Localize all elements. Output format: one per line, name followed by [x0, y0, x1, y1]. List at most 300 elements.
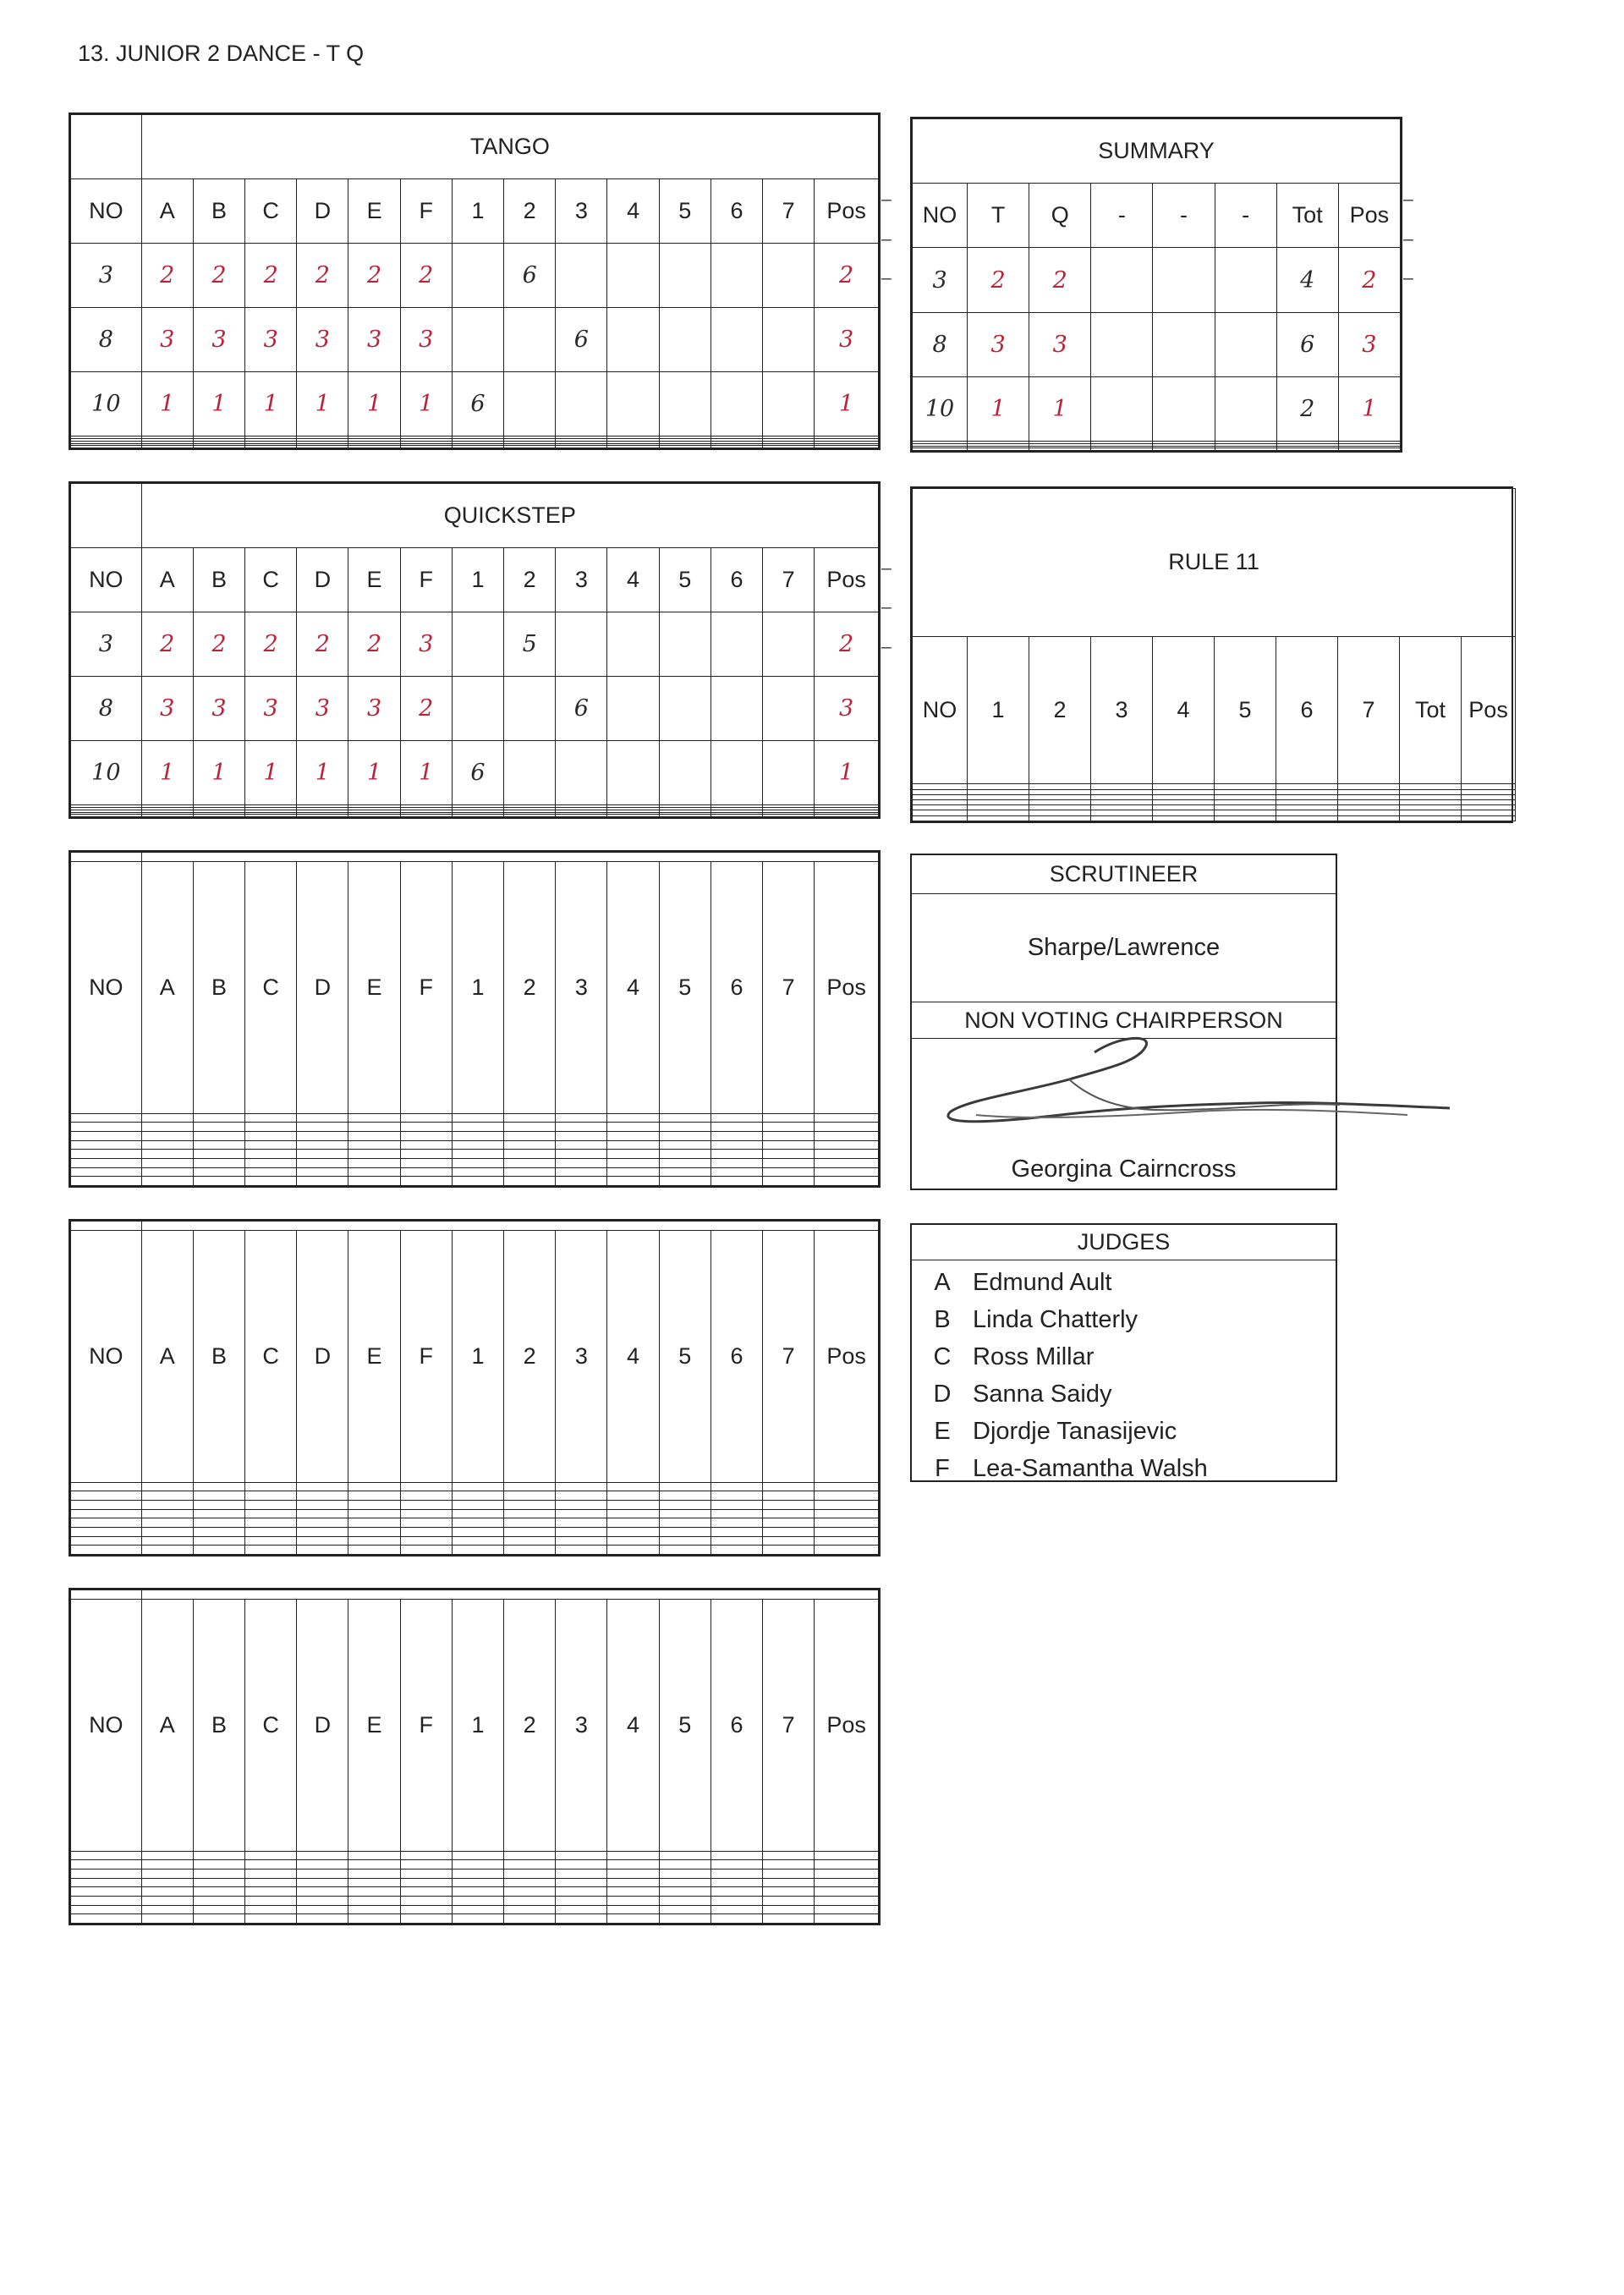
column-header: -: [1091, 184, 1153, 248]
blank-sheet-2: [69, 1219, 881, 1557]
judge-name: Djordje Tanasijevic: [973, 1417, 1177, 1445]
blank2-table: [70, 1221, 879, 1555]
table-cell: 2: [297, 612, 348, 677]
table-cell: [71, 1536, 142, 1546]
table-row: [71, 1159, 879, 1168]
column-header: 6: [710, 548, 762, 612]
table-cell: [607, 1140, 659, 1150]
table-cell: [348, 1536, 400, 1546]
table-cell: [504, 1167, 556, 1177]
table-cell: [659, 1528, 710, 1537]
column-header: A: [141, 861, 193, 1113]
table-cell: [710, 446, 762, 448]
table-row: [71, 1869, 879, 1879]
tick-mark: ⁻: [880, 638, 893, 667]
table-cell: [193, 1878, 244, 1887]
table-cell: [71, 446, 142, 448]
table-cell: 3: [245, 677, 297, 741]
table-cell: [348, 1914, 400, 1924]
judge-letter: E: [934, 1417, 951, 1445]
table-cell: [452, 1518, 503, 1528]
table-cell: [556, 1878, 607, 1887]
table-cell: [71, 1123, 142, 1132]
table-cell: [71, 1914, 142, 1924]
table-cell: [607, 372, 659, 436]
table-cell: [245, 815, 297, 817]
column-header: 7: [763, 1599, 815, 1851]
column-header: Pos: [1338, 184, 1400, 248]
table-cell: [659, 815, 710, 817]
column-header: D: [297, 179, 348, 244]
table-cell: [400, 1536, 452, 1546]
table-cell: [400, 815, 452, 817]
table-cell: [400, 1528, 452, 1537]
column-header: Q: [1029, 184, 1091, 248]
table-cell: [348, 1509, 400, 1518]
table-cell: [452, 1536, 503, 1546]
table-cell: [1091, 312, 1153, 376]
table-cell: [504, 1509, 556, 1518]
table-cell: [710, 1509, 762, 1518]
table-row: [71, 612, 879, 677]
table-cell: [504, 1113, 556, 1123]
table-cell: [659, 1887, 710, 1897]
table-cell: [968, 815, 1029, 821]
table-cell: [556, 1123, 607, 1132]
column-header: Pos: [1462, 636, 1516, 784]
table-cell: [504, 1491, 556, 1501]
table-cell: [348, 1528, 400, 1537]
column-header: Pos: [815, 1599, 879, 1851]
signature-area: [912, 1039, 1336, 1145]
table-cell: 3: [968, 312, 1029, 376]
judge-name: Linda Chatterly: [973, 1305, 1138, 1333]
table-cell: 3: [245, 308, 297, 372]
table-cell: [815, 1851, 879, 1860]
table-row: [71, 1482, 879, 1491]
table-cell: [452, 1897, 503, 1906]
table-cell: [400, 1167, 452, 1177]
table-cell: [245, 1878, 297, 1887]
table-cell: [245, 1177, 297, 1186]
table-cell: [297, 1491, 348, 1501]
table-cell: [763, 308, 815, 372]
table-cell: [452, 677, 503, 741]
table-cell: [400, 1905, 452, 1914]
table-cell: [913, 448, 968, 451]
table-cell: [607, 741, 659, 805]
table-cell: [1091, 248, 1153, 312]
table-cell: 2: [1029, 248, 1091, 312]
table-cell: 2: [968, 248, 1029, 312]
column-header: NO: [71, 1599, 142, 1851]
table-cell: 1: [815, 372, 879, 436]
table-row: [71, 1113, 879, 1123]
table-cell: 3: [297, 677, 348, 741]
table-cell: 6: [1276, 312, 1338, 376]
table-cell: [141, 1851, 193, 1860]
column-header: Pos: [815, 179, 879, 244]
judge-row: [912, 1450, 1336, 1487]
column-header: C: [245, 548, 297, 612]
tango-sheet: [69, 113, 881, 450]
title-spacer: [71, 1590, 142, 1600]
table-cell: [556, 1887, 607, 1897]
table-cell: 2: [193, 244, 244, 308]
tick-mark: ⁻: [1402, 269, 1415, 299]
column-header: F: [400, 861, 452, 1113]
table-cell: 2: [400, 677, 452, 741]
table-cell: [659, 244, 710, 308]
table-cell: [659, 446, 710, 448]
table-cell: [141, 815, 193, 817]
table-cell: [815, 1528, 879, 1537]
table-cell: [141, 446, 193, 448]
table-cell: 1: [1338, 376, 1400, 441]
column-header: NO: [913, 636, 968, 784]
table-cell: [659, 1150, 710, 1159]
column-header: Pos: [815, 548, 879, 612]
table-cell: [193, 1501, 244, 1510]
column-header: 7: [763, 861, 815, 1113]
table-cell: 1: [400, 741, 452, 805]
title-spacer: [71, 115, 142, 179]
table-cell: 1: [193, 741, 244, 805]
judge-row: [912, 1264, 1336, 1301]
tick-mark: ⁻: [880, 190, 893, 220]
table-cell: [815, 1167, 879, 1177]
blank-sheet-1: [69, 850, 881, 1188]
table-cell: [348, 1113, 400, 1123]
table-cell: [348, 1851, 400, 1860]
table-cell: [710, 1878, 762, 1887]
table-cell: [504, 1897, 556, 1906]
table-row: [913, 312, 1401, 376]
table-row: [71, 1132, 879, 1141]
table-cell: [141, 1536, 193, 1546]
column-header: F: [400, 548, 452, 612]
table-cell: 2: [141, 244, 193, 308]
table-cell: 1: [297, 741, 348, 805]
table-cell: [400, 1501, 452, 1510]
scrutineer-name: Sharpe/Lawrence: [912, 894, 1336, 1002]
rule11-title: RULE 11: [913, 489, 1516, 637]
table-cell: [504, 677, 556, 741]
table-cell: [556, 1491, 607, 1501]
table-cell: [400, 1509, 452, 1518]
table-row: [71, 741, 879, 805]
table-cell: [710, 1897, 762, 1906]
table-cell: [763, 1509, 815, 1518]
judge-letter: C: [933, 1342, 952, 1370]
column-header: 5: [1215, 636, 1276, 784]
table-cell: [659, 1869, 710, 1879]
table-cell: [297, 1528, 348, 1537]
judge-letter: A: [934, 1268, 951, 1296]
table-cell: [556, 1905, 607, 1914]
table-cell: [556, 1509, 607, 1518]
rule11-sheet: [910, 486, 1513, 823]
table-cell: [141, 1878, 193, 1887]
table-cell: [607, 244, 659, 308]
page-title: 13. JUNIOR 2 DANCE - T Q: [78, 41, 365, 66]
table-cell: 2: [348, 244, 400, 308]
table-cell: [659, 1501, 710, 1510]
tick-mark: ⁻: [1402, 230, 1415, 260]
table-row: [71, 1878, 879, 1887]
table-row: [71, 1528, 879, 1537]
table-cell: [504, 1528, 556, 1537]
table-cell: [556, 1140, 607, 1150]
column-header: 1: [452, 861, 503, 1113]
table-cell: [245, 1887, 297, 1897]
column-header: E: [348, 1599, 400, 1851]
column-header: B: [193, 1230, 244, 1482]
table-cell: [297, 1851, 348, 1860]
table-cell: [504, 1123, 556, 1132]
table-cell: [763, 1113, 815, 1123]
table-cell: [245, 1851, 297, 1860]
table-cell: [71, 1501, 142, 1510]
table-cell: 1: [348, 741, 400, 805]
column-header: NO: [71, 548, 142, 612]
table-cell: [710, 1887, 762, 1897]
table-cell: [400, 1132, 452, 1141]
table-cell: [710, 1905, 762, 1914]
column-header: 5: [659, 861, 710, 1113]
judge-row: [912, 1338, 1336, 1375]
table-cell: [659, 1546, 710, 1555]
table-cell: [710, 1150, 762, 1159]
table-cell: [193, 1887, 244, 1897]
judges-label: JUDGES: [912, 1225, 1336, 1260]
table-cell: [400, 1878, 452, 1887]
table-row: [71, 1860, 879, 1869]
table-cell: [71, 1878, 142, 1887]
table-cell: 1: [141, 372, 193, 436]
table-cell: [297, 1123, 348, 1132]
table-cell: [71, 1860, 142, 1869]
table-cell: [1091, 815, 1153, 821]
table-cell: [763, 612, 815, 677]
table-cell: [297, 1113, 348, 1123]
table-cell: [607, 1869, 659, 1879]
table-cell: [245, 1123, 297, 1132]
table-cell: [1153, 448, 1215, 451]
table-cell: [659, 1897, 710, 1906]
table-cell: [141, 1150, 193, 1159]
table-cell: [659, 1177, 710, 1186]
table-cell: [710, 1482, 762, 1491]
table-cell: [659, 1851, 710, 1860]
tick-mark: ⁻: [880, 559, 893, 589]
table-cell: 2: [141, 612, 193, 677]
table-cell: 8: [71, 308, 142, 372]
column-header: B: [193, 548, 244, 612]
table-cell: [245, 1869, 297, 1879]
table-cell: 1: [245, 372, 297, 436]
table-cell: [556, 1159, 607, 1168]
column-header: 4: [607, 548, 659, 612]
table-cell: [1153, 248, 1215, 312]
table-cell: [297, 1177, 348, 1186]
table-cell: [556, 1528, 607, 1537]
judge-letter: B: [934, 1305, 951, 1333]
table-cell: [297, 1860, 348, 1869]
column-header: D: [297, 1230, 348, 1482]
table-row: [71, 1501, 879, 1510]
table-cell: [348, 1150, 400, 1159]
table-cell: [556, 244, 607, 308]
column-header: D: [297, 1599, 348, 1851]
table-cell: [504, 1546, 556, 1555]
table-cell: [556, 446, 607, 448]
table-cell: [1338, 815, 1400, 821]
table-cell: 2: [815, 244, 879, 308]
table-cell: [71, 1140, 142, 1150]
summary-title: SUMMARY: [913, 119, 1401, 184]
table-cell: 1: [1029, 376, 1091, 441]
table-cell: [607, 1177, 659, 1186]
column-header: C: [245, 179, 297, 244]
table-cell: [193, 1905, 244, 1914]
column-header: C: [245, 1599, 297, 1851]
column-header: Tot: [1400, 636, 1462, 784]
table-cell: [815, 1150, 879, 1159]
table-cell: [193, 1150, 244, 1159]
table-cell: 10: [71, 372, 142, 436]
table-cell: [815, 1860, 879, 1869]
tick-mark: ⁻: [880, 269, 893, 299]
table-cell: [659, 1518, 710, 1528]
column-header: 3: [556, 548, 607, 612]
table-cell: [452, 1509, 503, 1518]
table-cell: [245, 1536, 297, 1546]
column-header: F: [400, 1599, 452, 1851]
table-cell: [71, 1897, 142, 1906]
table-cell: [193, 1167, 244, 1177]
table-cell: [763, 741, 815, 805]
table-cell: [710, 612, 762, 677]
table-cell: [815, 1177, 879, 1186]
column-header: Tot: [1276, 184, 1338, 248]
table-cell: [245, 1113, 297, 1123]
table-cell: [763, 1536, 815, 1546]
table-cell: 5: [504, 612, 556, 677]
table-cell: [815, 1132, 879, 1141]
officials-panel: [910, 854, 1337, 1190]
table-cell: [504, 1869, 556, 1879]
table-cell: [245, 1167, 297, 1177]
table-cell: [452, 612, 503, 677]
table-cell: [452, 1869, 503, 1879]
blank3-table: [70, 1589, 879, 1924]
column-header: C: [245, 1230, 297, 1482]
table-cell: [763, 1150, 815, 1159]
table-cell: [348, 1159, 400, 1168]
table-row: [71, 1914, 879, 1924]
table-cell: [710, 1132, 762, 1141]
table-cell: [141, 1177, 193, 1186]
table-cell: [1215, 448, 1276, 451]
table-cell: [659, 308, 710, 372]
table-cell: [141, 1914, 193, 1924]
table-cell: 8: [913, 312, 968, 376]
table-cell: [607, 1482, 659, 1491]
column-header: F: [400, 1230, 452, 1482]
column-header: 4: [1153, 636, 1215, 784]
column-header: E: [348, 548, 400, 612]
column-header: 4: [607, 1230, 659, 1482]
column-header: D: [297, 861, 348, 1113]
table-cell: [556, 1482, 607, 1491]
table-cell: [556, 1113, 607, 1123]
table-cell: [452, 446, 503, 448]
table-row: [71, 815, 879, 817]
table-cell: [400, 1869, 452, 1879]
table-cell: [400, 1150, 452, 1159]
table-cell: [193, 1851, 244, 1860]
table-cell: [452, 244, 503, 308]
table-cell: [452, 1878, 503, 1887]
table-cell: [763, 1482, 815, 1491]
column-header: A: [141, 1230, 193, 1482]
table-cell: [245, 1914, 297, 1924]
table-cell: [815, 1536, 879, 1546]
table-cell: 10: [913, 376, 968, 441]
table-cell: [710, 815, 762, 817]
table-cell: [141, 1528, 193, 1537]
blank-sheet-3: [69, 1588, 881, 1925]
table-cell: 3: [1029, 312, 1091, 376]
quickstep-table: [70, 483, 879, 817]
table-cell: [348, 1887, 400, 1897]
column-header: 3: [1091, 636, 1153, 784]
table-cell: [71, 1851, 142, 1860]
table-cell: [452, 1123, 503, 1132]
table-cell: [815, 1140, 879, 1150]
table-cell: [141, 1860, 193, 1869]
judge-name: Sanna Saidy: [973, 1380, 1112, 1408]
table-cell: 6: [452, 372, 503, 436]
table-row: [71, 1140, 879, 1150]
column-header: B: [193, 1599, 244, 1851]
table-cell: [193, 1140, 244, 1150]
column-header: 5: [659, 548, 710, 612]
column-header: 1: [452, 1599, 503, 1851]
tick-mark: ⁻: [880, 598, 893, 628]
table-cell: [452, 1851, 503, 1860]
table-cell: [607, 1528, 659, 1537]
table-cell: [400, 1914, 452, 1924]
table-cell: [193, 815, 244, 817]
table-cell: [710, 1123, 762, 1132]
table-cell: [607, 1491, 659, 1501]
table-cell: [607, 1536, 659, 1546]
table-cell: [71, 1509, 142, 1518]
table-cell: [348, 1897, 400, 1906]
table-cell: [763, 1140, 815, 1150]
table-cell: [710, 1869, 762, 1879]
table-cell: [607, 1159, 659, 1168]
table-cell: [710, 1113, 762, 1123]
table-row: [71, 1167, 879, 1177]
table-cell: [815, 1501, 879, 1510]
table-cell: [297, 1518, 348, 1528]
table-cell: [607, 1123, 659, 1132]
table-cell: [815, 1914, 879, 1924]
table-cell: [763, 1123, 815, 1132]
